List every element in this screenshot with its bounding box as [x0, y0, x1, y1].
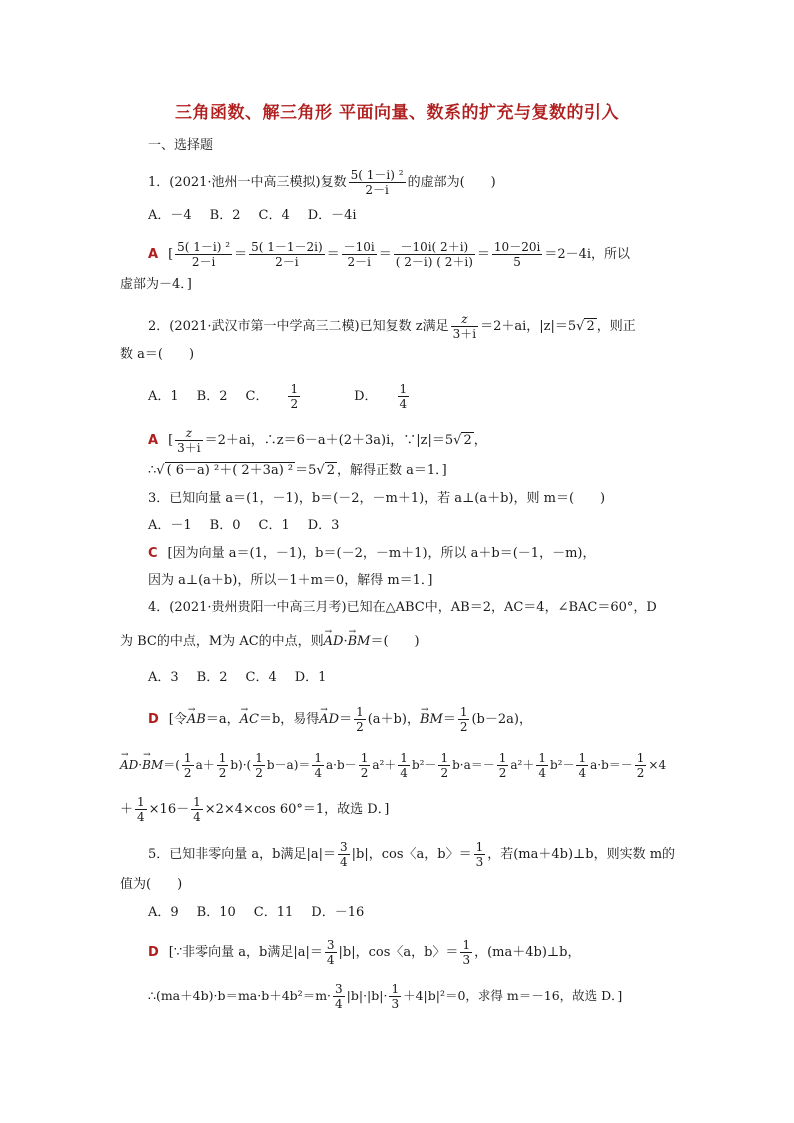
answer-label: C [148, 546, 158, 561]
section-heading: 一、选择题 [148, 138, 214, 153]
q4-options: A．3 B．2 C．4 D．1 [148, 670, 327, 685]
q2-stem: 2．(2021·武汉市第一中学高三二模)已知复数 z满足 $\frac{z}{3+i}$ ＝2＋ai，|z|＝5√ 2 ，则正 [148, 312, 636, 341]
q4-stem-cont: 为 BC的中点，M为 AC的中点，则→ AD·→ BM＝( ) [120, 633, 680, 651]
q1-fraction: $\frac{\text{5( 1－i) ²}}{2-i}$ [350, 168, 404, 197]
q2-solution: A [ $\frac{z}{3+i}$ ＝2＋ai，∴z＝6－a＋(2＋3a)i，∵|z|＝5√ 2 ， [148, 426, 487, 455]
q4-solution-end: ＋ $\frac{1}{4}$ ×16－ $\frac{1}{4}$ ×2×4×cos 60°＝1，故选 D．] [120, 795, 390, 824]
q2-solution-cont: ∴√ ( 6－a) ²＋( 2＋3a) ² ＝5√ 2 ，解得正数 a＝1．] [148, 463, 447, 478]
q1-stem: 1．(2021·池州一中高三模拟)复数 $\frac{\text{5( 1－i) ²}}{2-i}$ 的虚部为( ) [148, 168, 496, 197]
q3-stem: 3．已知向量 a＝(1，－1)，b＝(－2，－m＋1)，若 a⊥(a＋b)，则 m＝( ) [148, 491, 606, 506]
answer-label: D [148, 712, 159, 727]
q2-options: A．1 B．2 C． $\frac{1}{2}$ D． $\frac{1}{4}$ [148, 382, 408, 411]
page-title: 三角函数、解三角形 平面向量、数系的扩充与复数的引入 [175, 103, 619, 123]
q4-solution: D [令→ AB＝a，→ AC＝b，易得→ AD＝ $\frac{1}{2}$ (a＋b)，→ BM＝ $\frac{1}{2}$ (b－2a)， [148, 705, 708, 734]
q3-options: A．－1 B．0 C．1 D．3 [148, 518, 340, 533]
answer-label: A [148, 247, 159, 262]
answer-label: D [148, 945, 159, 960]
q5-solution: D [∵非零向量 a，b满足|a|＝ $\frac{3}{4}$ |b|，cos〈a，b〉＝ $\frac{1}{3}$ ，(ma＋4b)⊥b， [148, 938, 581, 967]
q5-options: A．9 B．10 C．11 D．－16 [148, 905, 365, 920]
q2-stem-cont: 数 a＝( ) [120, 347, 195, 362]
q3-solution-cont: 因为 a⊥(a＋b)，所以－1＋m＝0，解得 m＝1．] [148, 573, 433, 588]
q1-solution-cont: 虚部为－4．] [120, 277, 192, 292]
q4-solution-cont: → AD·→ BM＝( $\frac{1}{2}$ a＋ $\frac{1}{2}$ b)·( $\frac{1}{2}$ b－a)＝ $\frac{1}{4}$ a·b－ $\frac{1}{2}$ a²＋ $\frac{1}{4}$ b²－ $\frac{1}{2}$ b·a＝－ $\frac{1}{2}$ a²＋ $\frac{1}{4}$ b²－ $\frac{1}{4}$ a·b＝－ $\frac{1}{2}$ ×4 [120, 751, 680, 780]
q3-solution: C [因为向量 a＝(1，－1)，b＝(－2，－m＋1)，所以 a＋b＝(－1，－m)， [148, 546, 596, 561]
q1-options: A．－4 B．2 C．4 D．－4i [148, 208, 357, 223]
q4-stem: 4．(2021·贵州贵阳一中高三月考)已知在△ABC中，AB＝2，AC＝4，∠BAC＝60°，D [148, 600, 657, 615]
q5-solution-cont: ∴(ma＋4b)·b＝ma·b＋4b²＝m· $\frac{3}{4}$ |b|·|b|· $\frac{1}{3}$ ＋4|b|²＝0，求得 m＝－16，故选 D．] [148, 982, 623, 1011]
q5-stem: 5．已知非零向量 a，b满足|a|＝ $\frac{3}{4}$ |b|，cos〈a，b〉＝ $\frac{1}{3}$ ，若(ma＋4b)⊥b，则实数 m的 [148, 840, 676, 869]
q1-solution: A [ $\frac{\text{5( 1－i) ²}}{2-i}$ ＝ $\frac{5( 1-1-2i)}{2-i}$ ＝ $\frac{-10i}{2-i}$ ＝ $\frac{-10i( 2+i)}{( 2-i) ( 2+i)}$ ＝ $\frac{10-20i}{5}$ ＝2－4i，所以 [148, 240, 631, 269]
q5-stem-cont: 值为( ) [120, 877, 183, 892]
answer-label: A [148, 433, 159, 448]
